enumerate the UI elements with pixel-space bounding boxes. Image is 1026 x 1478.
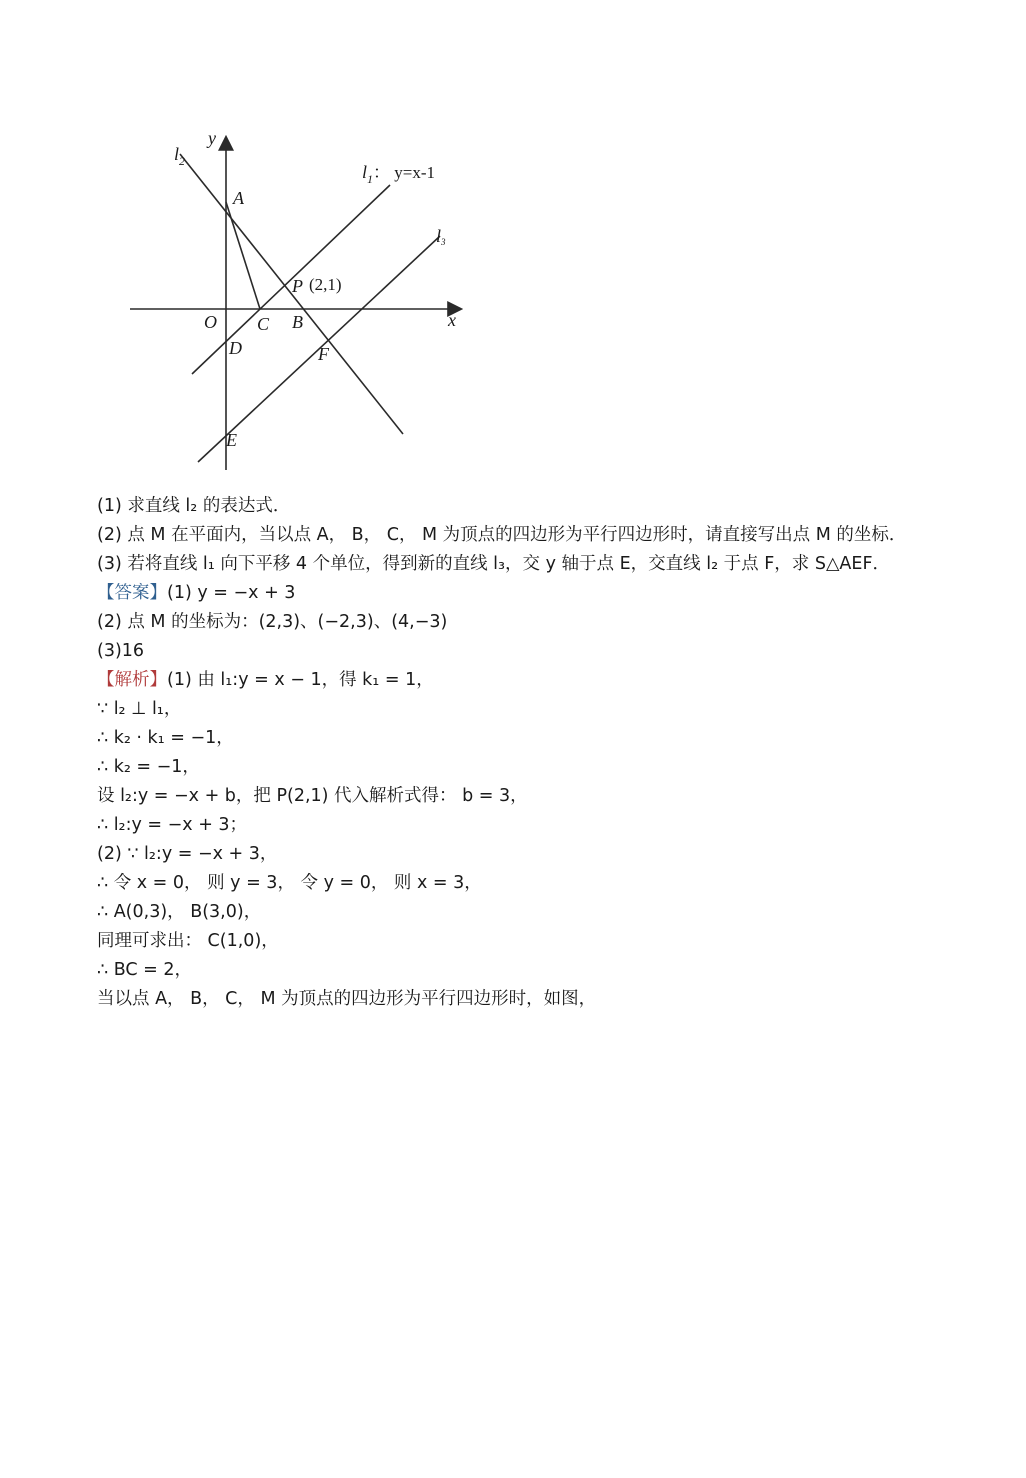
analysis-line-3: ∴ k₂ · k₁ = −1， <box>97 728 234 748</box>
answer-1-text: (1) y = −x + 3 <box>167 583 296 603</box>
analysis-line-4: ∴ k₂ = −1， <box>97 757 200 777</box>
answer-3: (3)16 <box>97 641 145 661</box>
analysis-line-1 <box>97 666 977 695</box>
point-label-O: O <box>204 312 217 332</box>
analysis-line-8: ∴ 令 x = 0， 则 y = 3， 令 y = 0， 则 x = 3， <box>97 873 482 893</box>
analysis-line-10: 同理可求出： C(1,0)， <box>97 931 279 951</box>
line-l1 <box>192 185 390 374</box>
analysis-line-12: 当以点 A， B， C， M 为顶点的四边形为平行四边形时，如图， <box>97 989 597 1009</box>
label-l2: $l_2$ <box>174 144 186 168</box>
coordinate-figure <box>120 120 480 480</box>
point-label-F: F <box>318 344 329 364</box>
label-x-axis: x <box>448 310 456 330</box>
point-label-B: B <box>292 312 303 332</box>
analysis-line-7: (2) ∵ l₂:y = −x + 3， <box>97 844 278 864</box>
analysis-line-1-text: (1) 由 l₁:y = x − 1，得 k₁ = 1， <box>167 670 434 690</box>
analysis-line-9: ∴ A(0,3)， B(3,0)， <box>97 902 262 922</box>
point-label-A: A <box>233 188 244 208</box>
analysis-line-11: ∴ BC = 2， <box>97 960 193 980</box>
point-label-E: E <box>226 430 237 450</box>
answer-2: (2) 点 M 的坐标为：(2,3)、(−2,3)、(4,−3) <box>97 612 448 632</box>
point-label-C: C <box>257 314 270 334</box>
label-y-axis: y <box>208 128 216 148</box>
analysis-line-5: 设 l₂:y = −x + b，把 P(2,1) 代入解析式得： b = 3， <box>97 786 528 806</box>
analysis-line-6: ∴ l₂:y = −x + 3； <box>97 815 248 835</box>
point-label-P-coord: (2,1) <box>309 275 342 294</box>
question-1: (1) 求直线 l₂ 的表达式． <box>97 496 291 516</box>
point-label-P: P <box>292 276 303 296</box>
analysis-line-2: ∵ l₂ ⊥ l₁， <box>97 699 182 719</box>
question-and-solution <box>97 492 977 1014</box>
figure-svg <box>120 120 480 480</box>
answer-tag: 【答案】 <box>97 583 167 603</box>
analysis-tag: 【解析】 <box>97 670 167 690</box>
label-l3: l3 <box>436 226 446 247</box>
label-l1: $l_1$： y=x-1 <box>362 162 436 186</box>
point-label-D: D <box>229 338 242 358</box>
answer-1 <box>97 579 977 608</box>
segment-AC <box>226 202 260 309</box>
question-3: (3) 若将直线 l₁ 向下平移 4 个单位，得到新的直线 l₃，交 y 轴于点 E，交直线 l₂ 于点 F，求 S△AEF． <box>97 554 891 574</box>
question-2: (2) 点 M 在平面内，当以点 A， B， C， M 为顶点的四边形为平行四边形时，请直接写出点 M 的坐标． <box>97 525 907 545</box>
